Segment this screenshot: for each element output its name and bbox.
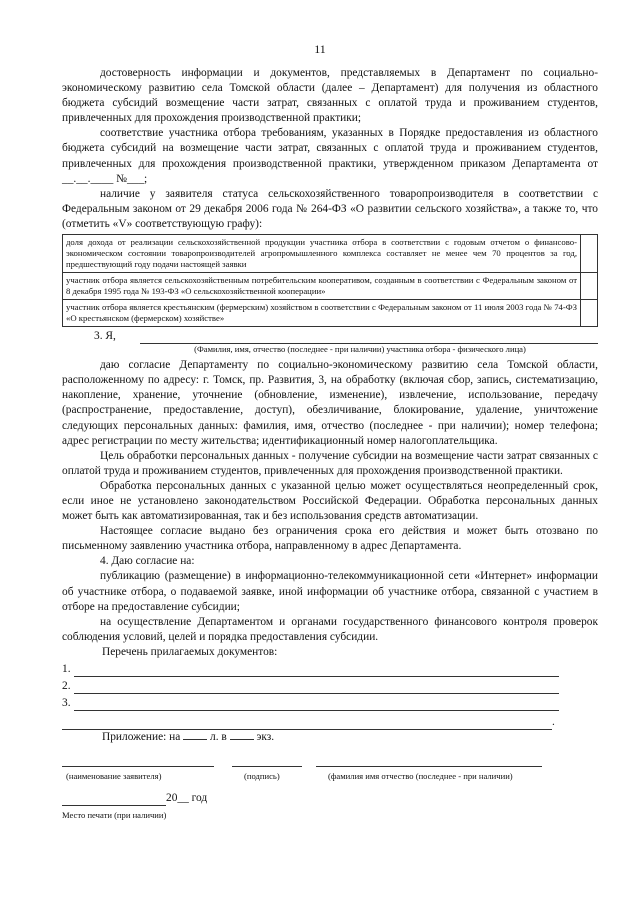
extra-field[interactable] [62,719,552,730]
paragraph-reliability: достоверность информации и документов, представляемых в Департамент по социально-экономическому развитию села Томской области (далее – Департамент) для получения из областного бюджета субсидий возмещение части затрат, связанных с оплатой труда и проживанием студентов, привлеченных для прохождения производственной практики; [62,67,598,125]
signer-caption: (фамилия имя отчество (последнее - при наличии) [328,771,513,782]
option-text: участник отбора является сельскохозяйственным потребительским кооперативом, созданным в соответствии с Федеральным законом от 8 декабря 1995 года № 193-ФЗ «О сельскохозяйственной кооперации» [63,273,581,300]
document-number: 1. [62,663,71,675]
signature-captions [62,769,598,784]
paragraph-processing: Обработка персональных данных с указанной целью может осуществляться неопределенный срок, если иное не установлено законодательством Российской Федерации. Обработка персональных данных может быть как автоматизированная, так и без использования средств автоматизации. [62,479,598,523]
paragraph-consent: даю согласие Департаменту по социально-экономическому развитию села Томской области, расположенному по адресу: г. Томск, пр. Развития, 3, на обработку (включая сбор, запись, систематизацию, накопление, хранение, уточнение (обновление, изменение), извлечение, использование, передачу (распространение, предоставление, доступ), обезличивание, блокирование, удаление, уничтожение следующих персональных данных: фамилия, имя, отчество (последнее - при наличии); номер телефона; адрес регистрации по месту жительства; идентификационный номер налогоплательщика. [62,359,598,447]
signature-field[interactable] [232,755,302,767]
options-table [62,234,598,327]
document-line [62,696,598,711]
appendix-suffix: экз. [256,731,275,744]
option-checkbox[interactable] [581,273,598,300]
document-field[interactable] [74,681,559,694]
seal-place: Место печати (при наличии) [62,809,167,820]
appendix-prefix: Приложение: на [102,731,181,744]
date-row [62,791,598,806]
document-field[interactable] [74,664,559,677]
year-text: 20__ год [166,791,208,804]
section-3-line [62,329,598,344]
appendix-line [62,730,598,745]
section-3-label: 3. Я, [94,330,116,343]
page-number: 11 [314,42,326,56]
paragraph-purpose: Цель обработки персональных данных - получение субсидии на возмещение части затрат связанных с оплатой труда и проживанием студентов, привлеченных для прохождения производственной практики. [62,449,598,477]
document-line [62,662,598,677]
section-4-heading: 4. Даю согласие на: [100,555,195,568]
full-name-caption: (Фамилия, имя, отчество (последнее - при наличии) участника отбора - физического лица) [194,344,526,355]
option-checkbox[interactable] [581,300,598,327]
signature-caption: (подпись) [244,771,280,782]
date-field[interactable] [62,793,166,806]
documents-list-title: Перечень прилагаемых документов: [102,645,278,658]
appendix-middle: л. в [210,731,227,744]
paragraph-compliance: соответствие участника отбора требованиям, указанных в Порядке предоставления из областного бюджета субсидий на возмещение части затрат, связанных с оплатой труда и проживанием студентов, привлеченных для прохождения производственной практики, утвержденном приказом Департамента от __.__.____ №___; [62,127,598,185]
line-end-dot: . [552,716,555,729]
document-number: 3. [62,697,71,710]
extra-line [62,715,598,730]
document-line [62,679,598,694]
appendix-copies-field[interactable] [230,739,254,740]
option-text: участник отбора является крестьянским (фермерским) хозяйством в соответствии с Федеральным законом от 11 июля 2003 года № 74-ФЗ «О крестьянском (фермерском) хозяйстве» [63,300,581,327]
option-row [63,300,598,327]
option-text: доля дохода от реализации сельскохозяйственной продукции участника отбора в соответствии с годовым отчетом о финансово-экономическом состоянии товаропроизводителей агропромышленного комплекса составляет не менее чем 70 процентов за год, предшествующий году подачи настоящей заявки [63,235,581,273]
option-checkbox[interactable] [581,235,598,273]
document-field[interactable] [74,698,559,711]
option-row [63,235,598,273]
applicant-caption: (наименование заявителя) [66,771,162,782]
paragraph-status: наличие у заявителя статуса сельскохозяйственного товаропроизводителя в соответствии с Федеральным законом от 29 декабря 2006 года № 264-ФЗ «О развитии сельского хозяйства», а также то, что (отметить «V» соответствующую графу): [62,187,598,230]
signature-row [62,755,598,767]
full-name-field[interactable] [140,331,598,344]
paragraph-inspection: на осуществление Департаментом и органами государственного финансового контроля проверок соблюдения условий, целей и порядка предоставления субсидии. [62,615,598,643]
document-number: 2. [62,680,71,693]
signer-name-field[interactable] [316,755,542,767]
paragraph-publication: публикацию (размещение) в информационно-телекоммуникационной сети «Интернет» информации об участнике отбора, о подаваемой заявке, иной информации об участнике отбора, связанной с участием в отборе на предоставление субсидии; [62,570,598,613]
document-body [62,66,598,823]
applicant-name-field[interactable] [62,755,214,767]
option-row [63,273,598,300]
appendix-sheets-field[interactable] [183,739,207,740]
paragraph-validity: Настоящее согласие выдано без ограничения срока его действия и может быть отозвано по письменному заявлению участника отбора, направленному в адрес Департамента. [62,525,598,553]
